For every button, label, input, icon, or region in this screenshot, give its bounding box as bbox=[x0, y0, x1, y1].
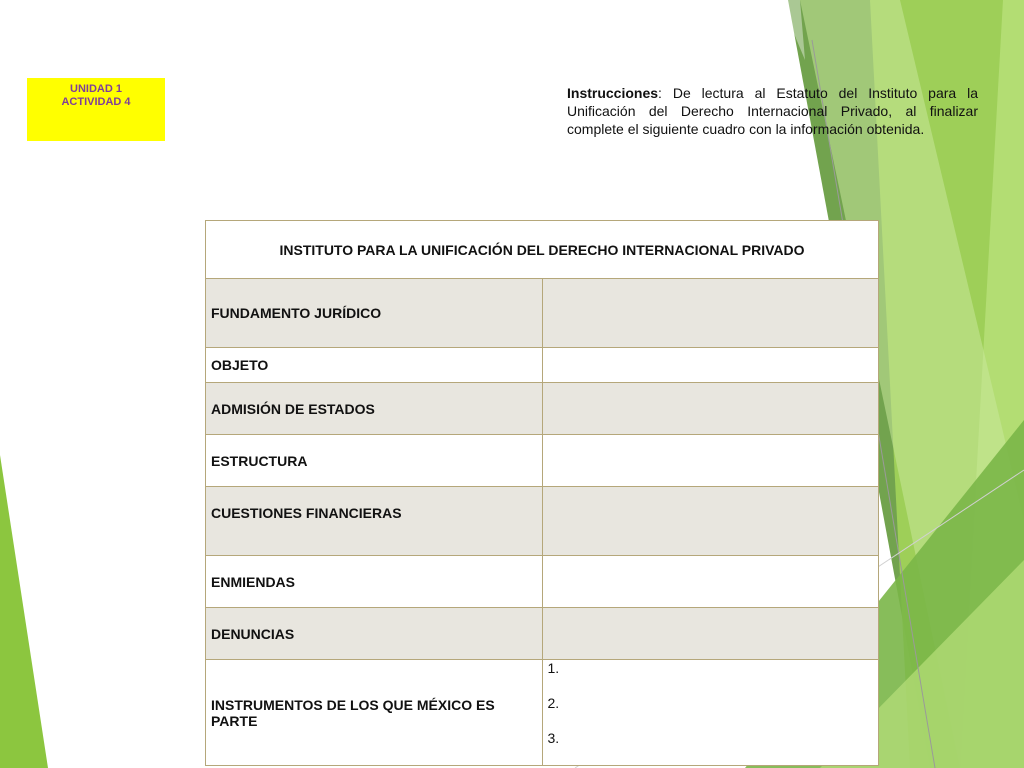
table-row bbox=[206, 348, 879, 383]
answer-cell[interactable] bbox=[542, 279, 879, 348]
instruments-list bbox=[548, 660, 874, 765]
list-item: 3. bbox=[547, 730, 560, 746]
answer-cell[interactable] bbox=[542, 608, 879, 660]
table-row bbox=[206, 435, 879, 487]
row-label: CUESTIONES FINANCIERAS bbox=[206, 487, 543, 556]
badge-activity: ACTIVIDAD 4 bbox=[61, 96, 131, 108]
instructions-text: : De lectura al Estatuto del Instituto para la Unificación del Derecho Internacional Privado, al finalizar complete el siguiente cuadro con la información obtenida. bbox=[567, 85, 978, 137]
row-label: ADMISIÓN DE ESTADOS bbox=[206, 383, 543, 435]
answer-cell[interactable] bbox=[542, 435, 879, 487]
list-item: 2. bbox=[547, 695, 560, 711]
row-label: DENUNCIAS bbox=[206, 608, 543, 660]
badge-unit: UNIDAD 1 bbox=[70, 83, 122, 95]
row-label: ENMIENDAS bbox=[206, 556, 543, 608]
answer-cell[interactable] bbox=[542, 556, 879, 608]
answer-cell[interactable] bbox=[542, 487, 879, 556]
table-row bbox=[206, 660, 879, 766]
row-label: FUNDAMENTO JURÍDICO bbox=[206, 279, 543, 348]
table-row bbox=[206, 487, 879, 556]
left-green-stripe bbox=[0, 455, 48, 768]
instructions-lead: Instrucciones bbox=[567, 85, 659, 101]
answer-cell[interactable] bbox=[542, 383, 879, 435]
table-row bbox=[206, 556, 879, 608]
row-label: OBJETO bbox=[206, 348, 543, 383]
table-row bbox=[206, 383, 879, 435]
info-table bbox=[205, 220, 879, 766]
table-row bbox=[206, 279, 879, 348]
list-item: 1. bbox=[547, 660, 560, 676]
table-row bbox=[206, 608, 879, 660]
answer-cell[interactable] bbox=[542, 348, 879, 383]
answer-cell[interactable] bbox=[542, 660, 879, 766]
table-header-row bbox=[206, 221, 879, 279]
row-label: INSTRUMENTOS DE LOS QUE MÉXICO ES PARTE bbox=[206, 660, 543, 766]
table-title: INSTITUTO PARA LA UNIFICACIÓN DEL DERECHO INTERNACIONAL PRIVADO bbox=[206, 221, 879, 279]
instructions bbox=[567, 84, 978, 138]
unit-activity-badge bbox=[27, 78, 165, 141]
row-label: ESTRUCTURA bbox=[206, 435, 543, 487]
